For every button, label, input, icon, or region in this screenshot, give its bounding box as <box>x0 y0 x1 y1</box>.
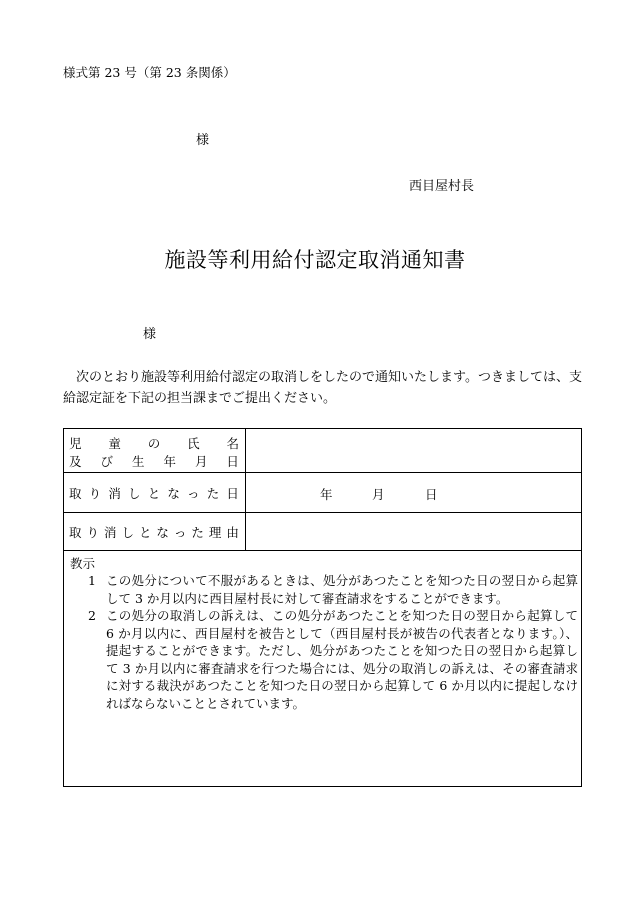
label-char: 月 <box>194 454 208 469</box>
label-char: と <box>138 525 152 540</box>
label-char: 日 <box>226 486 239 501</box>
label-char: し <box>121 525 134 540</box>
instruction-item <box>70 572 578 607</box>
label-char: っ <box>173 525 187 540</box>
cancel-date-label-cell <box>64 472 246 512</box>
addressee-suffix-top: 様 <box>196 133 210 148</box>
label-char: 日 <box>226 454 239 469</box>
form-number: 様式第 23 号（第 23 条関係） <box>63 65 236 80</box>
child-name-label-line1 <box>69 434 239 452</box>
body-text: 次のとおり施設等利用給付認定の取消しをしたので通知いたします。つきましては、支給認定証を下記の担当課までご提出ください。 <box>63 370 582 406</box>
date-day: 日 <box>425 487 438 502</box>
document-title: 施設等利用給付認定取消通知書 <box>164 248 466 272</box>
label-char: 生 <box>131 454 145 469</box>
instruction-item <box>70 607 578 712</box>
instruction-item-number: 2 <box>88 608 96 623</box>
label-char: 理 <box>208 525 222 540</box>
table-row-child-name <box>64 429 581 473</box>
instruction-item-text: この処分の取消しの訴えは、この処分があつたことを知つた日の翌日から起算して 6 か月以内に、西目屋村を被告として（西目屋村長が被告の代表者となります。）、提起することができます。ただし、処分があつたことを知つた日の翌日から起算して 3 か月以内に審査請求を行つた場合には、処分の取消しの訴えは、その審査請求に対する裁決があつたことを知つた日の翌日から起算して 6 か月以内に提起しなければならないこととされています。 <box>106 608 578 711</box>
date-year: 年 <box>320 487 333 502</box>
label-char: 児 <box>69 436 82 451</box>
label-char: し <box>128 486 141 501</box>
label-char: 取 <box>69 525 82 540</box>
label-char: 及 <box>69 454 82 469</box>
label-char: の <box>147 436 161 451</box>
instruction-heading: 教示 <box>70 556 96 571</box>
child-name-label-line2 <box>69 452 239 470</box>
instruction-item-number: 1 <box>88 573 96 588</box>
label-char: び <box>100 454 113 469</box>
child-name-label-cell <box>64 429 246 472</box>
label-char: っ <box>187 486 200 501</box>
instruction-section <box>70 555 578 712</box>
label-char: り <box>86 525 99 540</box>
cancel-reason-label-cell <box>64 512 246 550</box>
cancel-reason-label <box>69 523 239 541</box>
label-char: り <box>88 486 102 501</box>
label-char: 取 <box>69 486 82 501</box>
label-char: 消 <box>108 486 121 501</box>
label-char: た <box>206 486 220 501</box>
label-char: と <box>147 486 161 501</box>
label-char: 童 <box>108 436 121 451</box>
info-table <box>63 428 582 787</box>
label-char: 由 <box>226 525 239 540</box>
instruction-item-text: この処分について不服があるときは、処分があつたことを知つた日の翌日から起算して 3 か月以内に西目屋村長に対して審査請求をすることができます。 <box>106 573 578 606</box>
label-char: 名 <box>226 436 239 451</box>
date-month: 月 <box>372 487 385 502</box>
issuer-name: 西目屋村長 <box>409 179 475 194</box>
label-char: な <box>167 486 180 501</box>
label-char: 氏 <box>187 436 200 451</box>
label-char: 年 <box>163 454 176 469</box>
table-row-cancel-date <box>64 472 581 513</box>
cancel-date-label <box>69 484 239 502</box>
label-char: 消 <box>103 525 117 540</box>
label-char: な <box>156 525 169 540</box>
addressee-suffix-body: 様 <box>143 327 157 342</box>
table-row-cancel-reason <box>64 512 581 551</box>
label-char: た <box>191 525 204 540</box>
